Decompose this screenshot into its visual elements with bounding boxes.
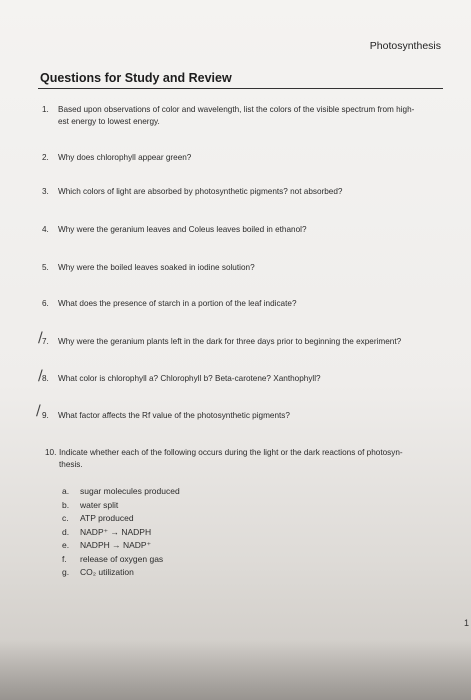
list-item: c. ATP produced xyxy=(62,513,134,523)
list-item: b. water split xyxy=(62,499,119,510)
subitem-list xyxy=(62,485,180,580)
list-item: g. CO₂ utilization xyxy=(62,567,134,577)
list-item: f. release of oxygen gas xyxy=(62,553,164,564)
question-6: 6. What does the presence of starch in a portion of the leaf indicate? xyxy=(42,299,297,308)
section-title: Questions for Study and Review xyxy=(40,71,232,85)
list-item: d. NADP⁺ → NADPH xyxy=(62,526,152,537)
list-item: e. NADPH → NADP⁺ xyxy=(62,540,152,550)
question-10: 10. Indicate whether each of the following occurs during the light or the dark reactions of photosyn- thesis. xyxy=(45,448,403,469)
list-item: a. sugar molecules produced xyxy=(62,486,180,496)
question-3: 3. Which colors of light are absorbed by photosynthetic pigments? not absorbed? xyxy=(42,187,343,196)
title-rule xyxy=(38,88,443,89)
desk-shadow xyxy=(0,640,471,700)
pen-check-mark: / xyxy=(36,403,41,419)
pen-check-mark: / xyxy=(38,330,43,346)
question-2: 2. Why does chlorophyll appear green? xyxy=(42,153,192,162)
question-4: 4. Why were the geranium leaves and Coleus leaves boiled in ethanol? xyxy=(42,225,307,234)
question-7: 7. Why were the geranium plants left in the dark for three days prior to beginning the experiment? xyxy=(42,337,402,346)
pen-check-mark: / xyxy=(38,368,43,384)
question-8: 8. What color is chlorophyll a? Chlorophyll b? Beta-carotene? Xanthophyll? xyxy=(42,374,321,383)
question-9: 9. What factor affects the Rf value of the photosynthetic pigments? xyxy=(42,411,290,420)
running-header: Photosynthesis xyxy=(369,40,441,52)
question-5: 5. Why were the boiled leaves soaked in iodine solution? xyxy=(42,263,255,272)
page-number: 1 xyxy=(463,618,469,628)
question-1: 1. Based upon observations of color and wavelength, list the colors of the visible spectrum from high- est energy to lowest energy. xyxy=(42,105,415,126)
